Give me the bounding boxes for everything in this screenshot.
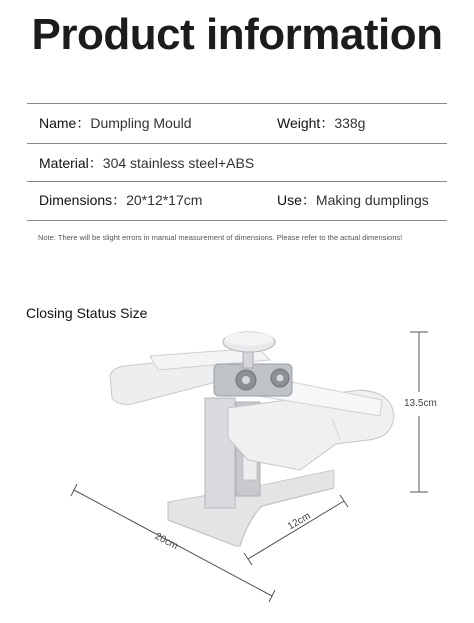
length-label: 20cm [152, 530, 180, 553]
spec-dimensions [39, 181, 202, 219]
spec-row-dimensions-use [27, 181, 447, 219]
spec-weight-value: 338g [334, 115, 366, 131]
spec-table [27, 103, 447, 221]
spec-dimensions-value: 20*12*17cm [126, 192, 203, 208]
width-label: 12cm [285, 510, 313, 533]
spec-use-value: Making dumplings [315, 192, 429, 208]
measurement-note: Note: There will be slight errors in manual measurement of dimensions. Please refer to the actual dimensions! [38, 233, 403, 242]
spec-dimensions-label: Dimensions： [39, 192, 127, 208]
spec-material-value: 304 stainless steel+ABS [102, 155, 255, 171]
spec-use [277, 181, 429, 219]
page-title: Product information [31, 10, 443, 59]
spec-weight-label: Weight： [277, 115, 335, 131]
spec-name-label: Name： [39, 115, 91, 131]
spec-material-label: Material： [39, 155, 103, 171]
dumpling-mould-illustration [0, 320, 474, 620]
spec-material [39, 144, 254, 182]
spec-row-material [27, 143, 447, 182]
height-label: 13.5cm [404, 398, 437, 409]
spec-row-name-weight [27, 104, 447, 142]
height-dimension-line [410, 332, 428, 492]
section-heading: Closing Status Size [26, 305, 148, 321]
spec-name-value: Dumpling Mould [90, 115, 192, 131]
spec-weight [277, 104, 365, 142]
spec-name [39, 104, 192, 142]
product-figure [0, 320, 474, 620]
spec-use-label: Use： [277, 192, 316, 208]
